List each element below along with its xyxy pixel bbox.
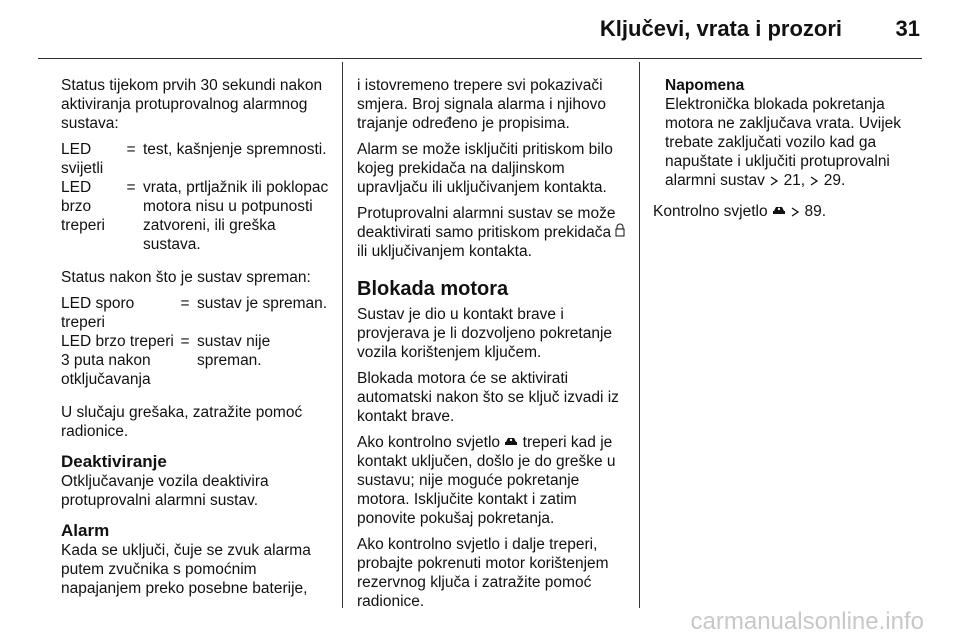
indicator-text <box>653 202 935 221</box>
intro-text: Status tijekom prvih 30 sekundi nakon aktiviranja protuprovalnog alarmnog sustava: <box>61 77 323 132</box>
page-reference-icon <box>809 176 819 186</box>
text-segment: Kontrolno svjetlo <box>653 203 768 220</box>
alarm-text: Kada se uključi, čuje se zvuk alarma putem zvučnika s pomoćnim napajanjem preko posebne baterije, <box>61 542 311 597</box>
note-title: Napomena <box>665 77 745 94</box>
column-2 <box>357 76 629 618</box>
text-segment: Elektronička blokada pokretanja motora ne zaključava vrata. Uvijek trebate zaključati vozilo kad ga napuštate i uključiti protuprovalni alarmni sustav <box>665 96 902 189</box>
immobilizer-warning-icon <box>772 202 786 221</box>
list-item <box>61 178 333 254</box>
list-item <box>61 294 333 332</box>
errors-text: U slučaju grešaka, zatražite pomoć radionice. <box>61 404 303 440</box>
paragraph: Ako kontrolno svjetlo i dalje treperi, probajte pokrenuti motor korištenjem rezervnog ključa i zatražite pomoć radionice. <box>357 536 609 610</box>
paragraph: Alarm se može isključiti pritiskom bilo kojeg prekidača na daljinskom upravljaču ili uključivanjem kontakta. <box>357 141 613 196</box>
list-desc: sustav je spreman. <box>197 295 328 312</box>
text-segment: Ako kontrolno svjetlo <box>357 434 501 451</box>
page-ref-link[interactable]: 21, <box>783 172 806 189</box>
list-item <box>61 140 333 178</box>
list-term: LED brzo treperi 3 puta nakon otključavanja <box>61 333 174 388</box>
paragraph <box>357 433 629 528</box>
status-list-initial <box>61 140 333 254</box>
text-segment: ili uključivanjem kontakta. <box>357 243 532 260</box>
paragraph: i istovremeno trepere svi pokazivači smjera. Broj signala alarma i njihovo trajanje određeno je propisima. <box>357 77 606 132</box>
list-desc: sustav nije spreman. <box>197 333 271 369</box>
column-3 <box>655 76 935 228</box>
page-ref-link[interactable]: 29. <box>823 172 846 189</box>
paragraph: Blokada motora će se aktivirati automatski nakon što se ključ izvadi iz kontakt brave. <box>357 370 619 425</box>
page-header <box>0 14 960 54</box>
equals-sign: = <box>180 295 190 312</box>
page-reference-icon <box>790 207 800 217</box>
lock-button-icon <box>615 223 625 242</box>
equals-sign: = <box>126 179 136 196</box>
page-reference-icon <box>769 176 779 186</box>
header-divider <box>38 58 922 59</box>
watermark: carmanualsonline.info <box>690 608 924 635</box>
deactivation-text: Otključavanje vozila deaktivira protuprovalni alarmni sustav. <box>61 473 269 509</box>
deactivation-heading: Deaktiviranje <box>61 452 167 471</box>
column-1 <box>61 76 333 605</box>
list-desc: test, kašnjenje spremnosti. <box>143 141 327 158</box>
paragraph <box>357 204 629 261</box>
equals-sign: = <box>126 141 136 158</box>
status-ready-text: Status nakon što je sustav spreman: <box>61 269 311 286</box>
list-term: LED sporo treperi <box>61 295 135 331</box>
paragraph: Sustav je dio u kontakt brave i provjerava je li dozvoljeno pokretanje vozila korištenjem ključem. <box>357 306 613 361</box>
list-item <box>61 332 333 389</box>
immobilizer-warning-icon <box>504 433 518 452</box>
status-list-ready <box>61 294 333 389</box>
page-number: 31 <box>895 16 920 41</box>
page-ref-link[interactable]: 89. <box>804 203 827 220</box>
column-divider-2 <box>639 62 640 608</box>
column-divider-1 <box>342 62 343 608</box>
immobilizer-heading: Blokada motora <box>357 278 509 300</box>
text-segment: Protuprovalni alarmni sustav se može deaktivirati samo pritiskom prekidača <box>357 205 616 241</box>
note-box <box>655 76 935 190</box>
alarm-heading: Alarm <box>61 521 110 540</box>
page-title: Ključevi, vrata i prozori <box>599 16 842 41</box>
list-term: LED svijetli <box>61 141 104 177</box>
list-term: LED brzo treperi <box>61 179 105 234</box>
note-text <box>665 95 935 190</box>
text-segment: treperi kad je kontakt uključen, došlo je do greške u sustavu; nije moguće pokretanje motora. Isključite kontakt i zatim ponovite pokušaj pokretanja. <box>357 434 616 527</box>
list-desc: vrata, prtljažnik ili poklopac motora nisu u potpunosti zatvoreni, ili greška sustava. <box>143 179 329 253</box>
equals-sign: = <box>180 333 190 350</box>
